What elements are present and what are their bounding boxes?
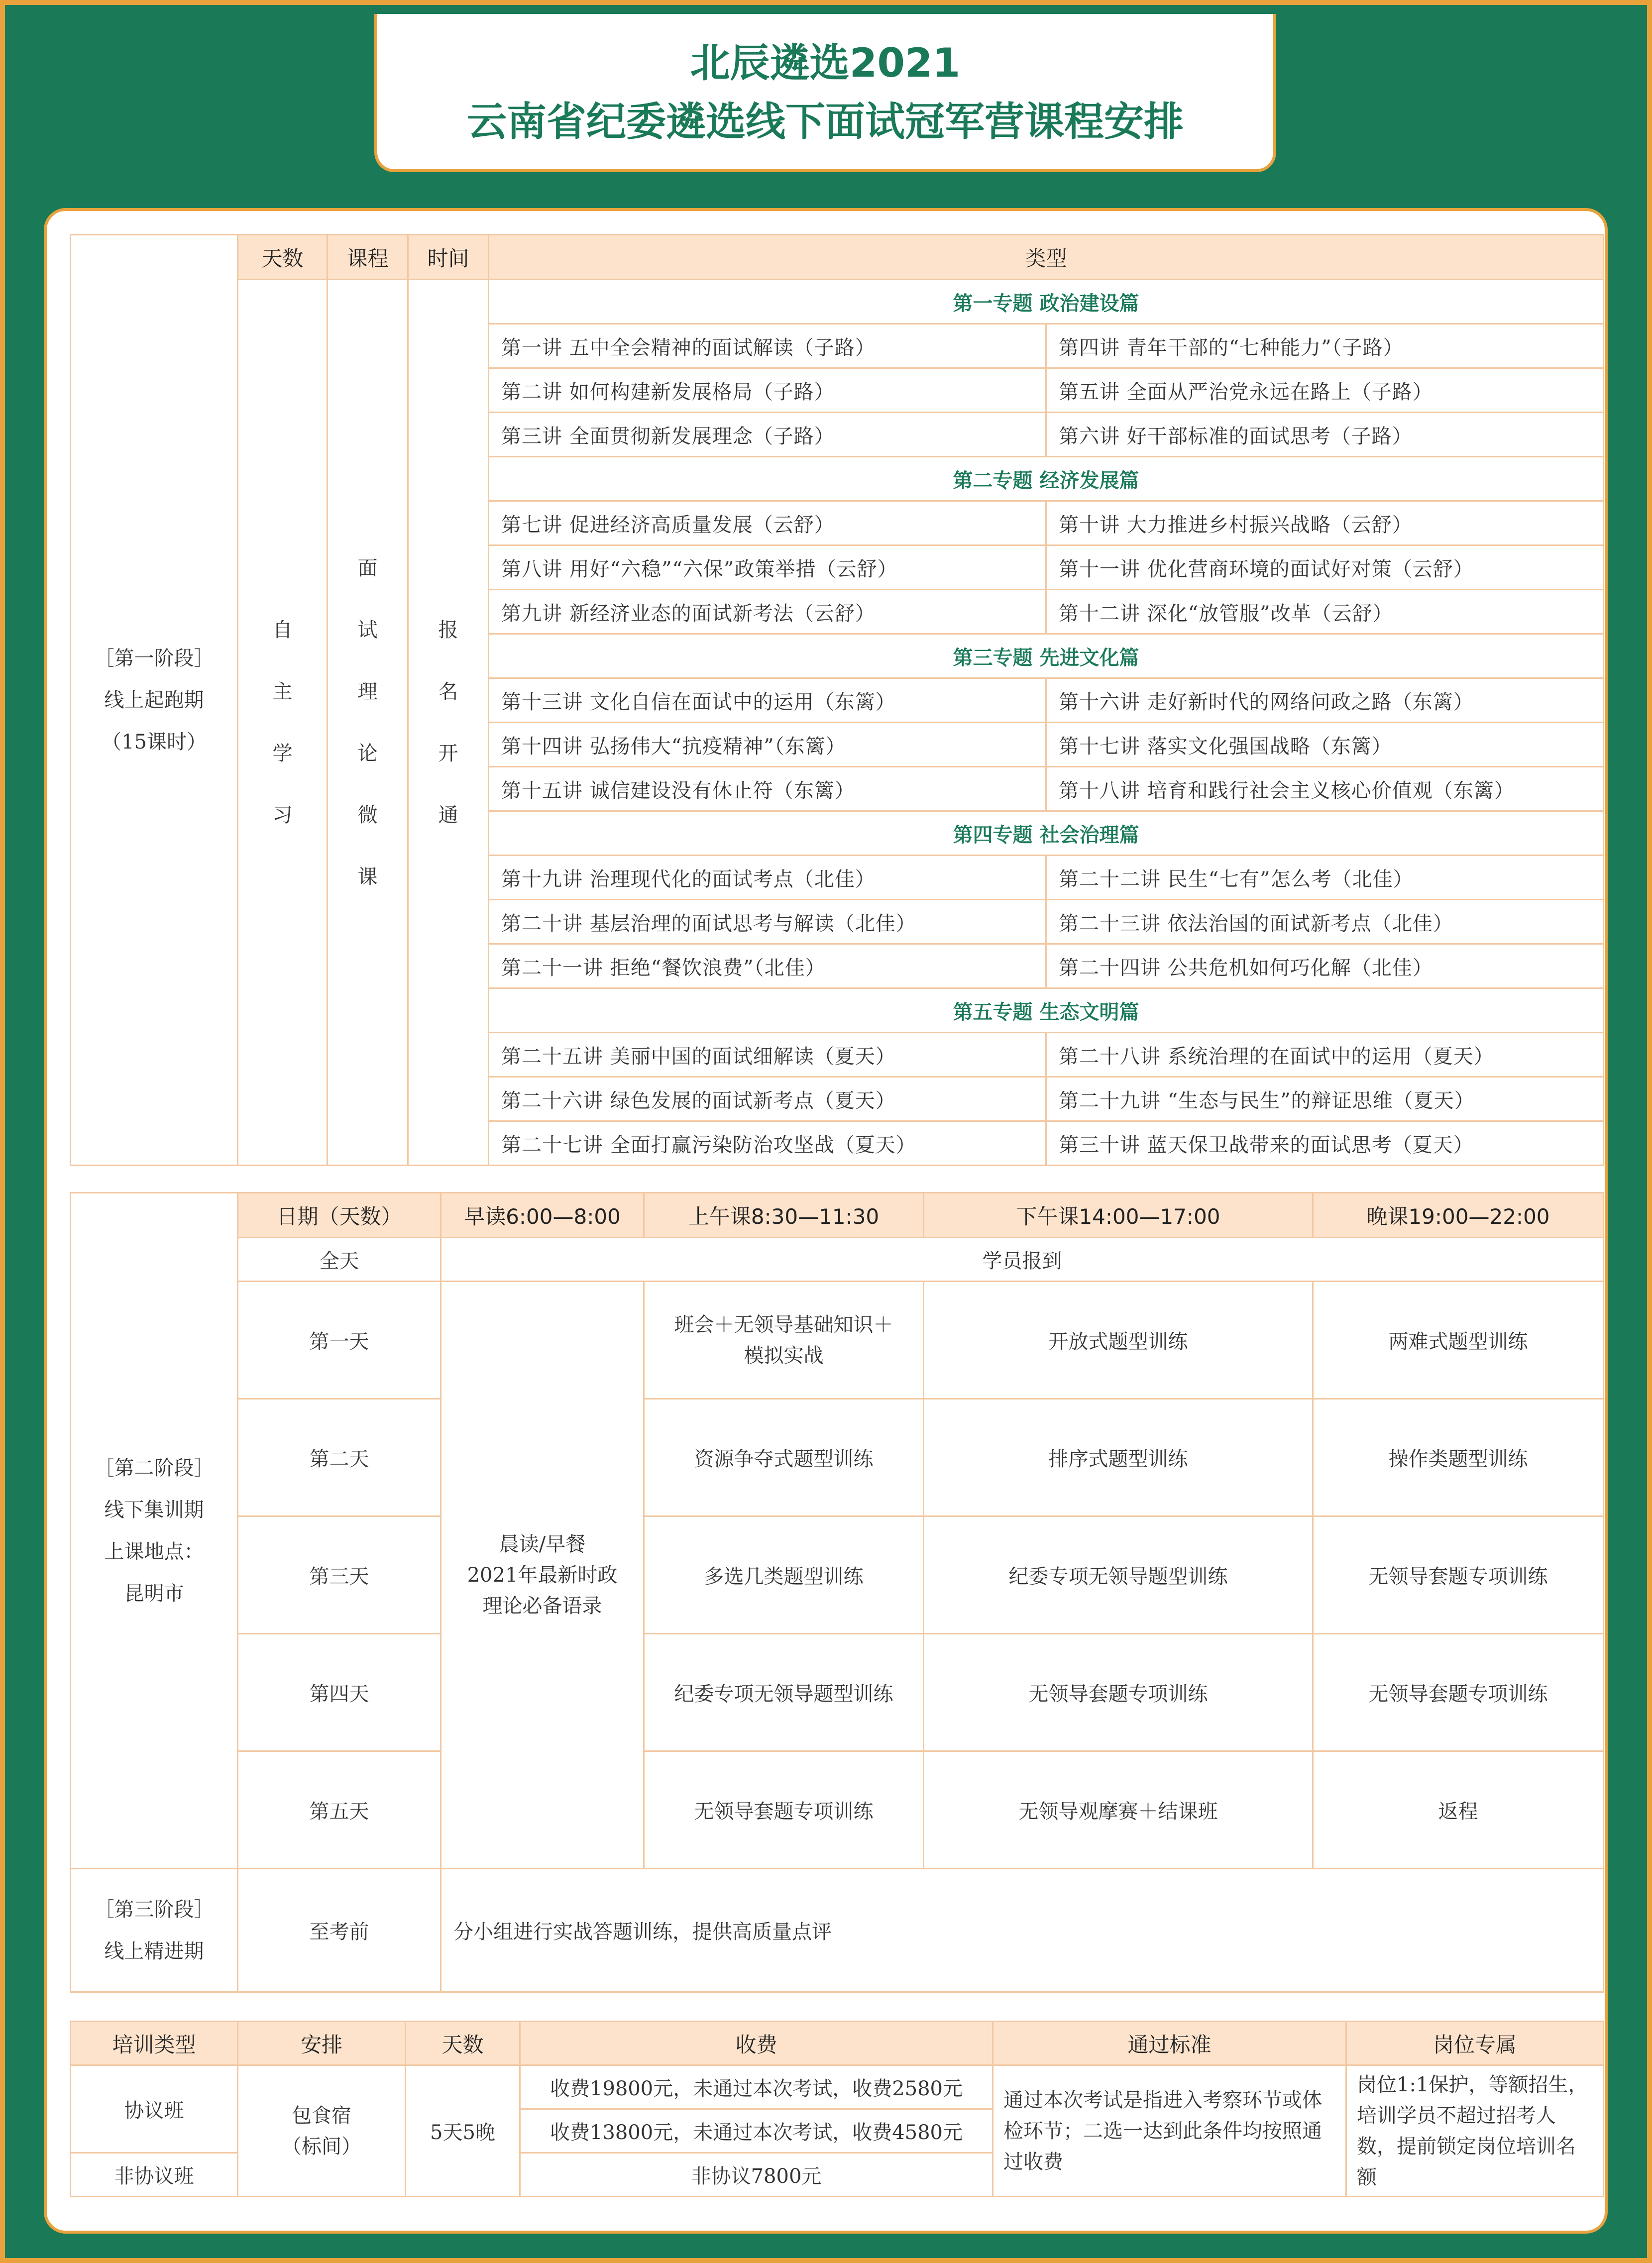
lecture-30: 第三十讲 蓝天保卫战带来的面试思考（夏天） — [1046, 1121, 1604, 1166]
lecture-9: 第九讲 新经济业态的面试新考法（云舒） — [489, 590, 1046, 634]
self-study-cell: 自 主 学 习 — [238, 280, 328, 1166]
day-1: 第一天 — [238, 1282, 441, 1399]
header-morning-read: 早读6:00—8:00 — [441, 1193, 644, 1238]
lecture-6: 第六讲 好干部标准的面试思考（子路） — [1046, 413, 1604, 457]
header-fee: 收费 — [520, 2022, 993, 2065]
day-4-eve: 无领导套题专项训练 — [1313, 1634, 1604, 1751]
lecture-28: 第二十八讲 系统治理的在面试中的运用（夏天） — [1046, 1033, 1604, 1077]
lecture-14: 第十四讲 弘扬伟大“抗疫精神”（东篱） — [489, 723, 1046, 767]
lecture-27: 第二十七讲 全面打赢污染防治攻坚战（夏天） — [489, 1121, 1046, 1166]
lecture-11: 第十一讲 优化营商环境的面试好对策（云舒） — [1046, 545, 1604, 590]
day-2-eve: 操作类题型训练 — [1313, 1399, 1604, 1516]
header-type: 类型 — [489, 235, 1604, 280]
lecture-21: 第二十一讲 拒绝“餐饮浪费”（北佳） — [489, 944, 1046, 988]
arrange-cell: 包食宿 （标间） — [238, 2065, 406, 2197]
day-2-am: 资源争夺式题型训练 — [644, 1399, 924, 1516]
header-fee-days: 天数 — [406, 2022, 520, 2065]
post-exclusive: 岗位1:1保护，等额招生，培训学员不超过招考人数，提前锁定岗位培训名额 — [1346, 2065, 1604, 2197]
day-1-eve: 两难式题型训练 — [1313, 1282, 1604, 1399]
day-3: 第三天 — [238, 1516, 441, 1634]
header-course: 课程 — [328, 235, 408, 280]
agreement-class: 协议班 — [71, 2065, 238, 2153]
title-line-2: 云南省纪委遴选线下面试冠军营课程安排 — [467, 99, 1184, 145]
lecture-15: 第十五讲 诚信建设没有休止符（东篱） — [489, 767, 1046, 811]
stage1-table — [70, 234, 1604, 1166]
lecture-7: 第七讲 促进经济高质量发展（云舒） — [489, 501, 1046, 545]
day-3-eve: 无领导套题专项训练 — [1313, 1516, 1604, 1634]
lecture-1: 第一讲 五中全会精神的面试解读（子路） — [489, 324, 1046, 368]
fee-days: 5天5晚 — [406, 2065, 520, 2197]
lecture-24: 第二十四讲 公共危机如何巧化解（北佳） — [1046, 944, 1604, 988]
header-am: 上午课8:30—11:30 — [644, 1193, 924, 1238]
lecture-3: 第三讲 全面贯彻新发展理念（子路） — [489, 413, 1046, 457]
lecture-4: 第四讲 青年干部的“七种能力”（子路） — [1046, 324, 1604, 368]
lecture-19: 第十九讲 治理现代化的面试考点（北佳） — [489, 856, 1046, 900]
pass-standard: 通过本次考试是指进入考察环节或体检环节；二选一达到此条件均按照通过收费 — [993, 2065, 1346, 2197]
day-4: 第四天 — [238, 1634, 441, 1751]
lecture-16: 第十六讲 走好新时代的网络问政之路（东篱） — [1046, 678, 1604, 723]
header-eve: 晚课19:00—22:00 — [1313, 1193, 1604, 1238]
fee-line-3: 非协议7800元 — [520, 2153, 993, 2197]
topic-1-title: 第一专题 政治建设篇 — [489, 280, 1604, 324]
topic-5-title: 第五专题 生态文明篇 — [489, 988, 1604, 1033]
registration-cell: 报 名 开 通 — [408, 280, 489, 1166]
morning-read-cell: 晨读/早餐 2021年最新时政 理论必备语录 — [441, 1282, 644, 1869]
lecture-5: 第五讲 全面从严治党永远在路上（子路） — [1046, 368, 1604, 413]
lecture-12: 第十二讲 深化“放管服”改革（云舒） — [1046, 590, 1604, 634]
header-arrange: 安排 — [238, 2022, 406, 2065]
micro-course-cell: 面 试 理 论 微 课 — [328, 280, 408, 1166]
lecture-26: 第二十六讲 绿色发展的面试新考点（夏天） — [489, 1077, 1046, 1121]
lecture-13: 第十三讲 文化自信在面试中的运用（东篱） — [489, 678, 1046, 723]
fee-line-1: 收费19800元，未通过本次考试，收费2580元 — [520, 2065, 993, 2109]
day-5-eve: 返程 — [1313, 1751, 1604, 1869]
header-time: 时间 — [408, 235, 489, 280]
non-agreement-class: 非协议班 — [71, 2153, 238, 2197]
stage3-day: 至考前 — [238, 1869, 441, 1992]
lecture-17: 第十七讲 落实文化强国战略（东篱） — [1046, 723, 1604, 767]
header-date: 日期（天数） — [238, 1193, 441, 1238]
day-3-am: 多选几类题型训练 — [644, 1516, 924, 1634]
fees-table — [70, 2021, 1604, 2197]
header-pm: 下午课14:00—17:00 — [924, 1193, 1313, 1238]
stage2-label: ［第二阶段］ 线下集训期 上课地点： 昆明市 — [71, 1193, 238, 1869]
day-3-pm: 纪委专项无领导题型训练 — [924, 1516, 1313, 1634]
title-banner — [374, 14, 1276, 172]
day-5-pm: 无领导观摩赛＋结课班 — [924, 1751, 1313, 1869]
stage2-table — [70, 1192, 1604, 1993]
stage3-text: 分小组进行实战答题训练，提供高质量点评 — [441, 1869, 1604, 1992]
checkin-day: 全天 — [238, 1238, 441, 1282]
topic-4-title: 第四专题 社会治理篇 — [489, 811, 1604, 856]
lecture-23: 第二十三讲 依法治国的面试新考点（北佳） — [1046, 900, 1604, 944]
day-2-pm: 排序式题型训练 — [924, 1399, 1313, 1516]
day-2: 第二天 — [238, 1399, 441, 1516]
lecture-22: 第二十二讲 民生“七有”怎么考（北佳） — [1046, 856, 1604, 900]
topic-3-title: 第三专题 先进文化篇 — [489, 634, 1604, 678]
stage3-label: ［第三阶段］ 线上精进期 — [71, 1869, 238, 1992]
day-4-pm: 无领导套题专项训练 — [924, 1634, 1313, 1751]
title-line-1: 北辰遴选2021 — [690, 40, 961, 86]
lecture-20: 第二十讲 基层治理的面试思考与解读（北佳） — [489, 900, 1046, 944]
lecture-2: 第二讲 如何构建新发展格局（子路） — [489, 368, 1046, 413]
header-post: 岗位专属 — [1346, 2022, 1604, 2065]
checkin-text: 学员报到 — [441, 1238, 1604, 1282]
day-1-pm: 开放式题型训练 — [924, 1282, 1313, 1399]
lecture-8: 第八讲 用好“六稳”“六保”政策举措（云舒） — [489, 545, 1046, 590]
lecture-10: 第十讲 大力推进乡村振兴战略（云舒） — [1046, 501, 1604, 545]
stage1-label: ［第一阶段］ 线上起跑期 （15课时） — [71, 235, 238, 1166]
fee-line-2: 收费13800元，未通过本次考试，收费4580元 — [520, 2109, 993, 2153]
header-pass: 通过标准 — [993, 2022, 1346, 2065]
topic-2-title: 第二专题 经济发展篇 — [489, 457, 1604, 501]
day-1-am: 班会＋无领导基础知识＋ 模拟实战 — [644, 1282, 924, 1399]
day-5-am: 无领导套题专项训练 — [644, 1751, 924, 1869]
day-4-am: 纪委专项无领导题型训练 — [644, 1634, 924, 1751]
header-training-type: 培训类型 — [71, 2022, 238, 2065]
day-5: 第五天 — [238, 1751, 441, 1869]
lecture-25: 第二十五讲 美丽中国的面试细解读（夏天） — [489, 1033, 1046, 1077]
lecture-29: 第二十九讲 “生态与民生”的辩证思维（夏天） — [1046, 1077, 1604, 1121]
header-days: 天数 — [238, 235, 328, 280]
lecture-18: 第十八讲 培育和践行社会主义核心价值观（东篱） — [1046, 767, 1604, 811]
